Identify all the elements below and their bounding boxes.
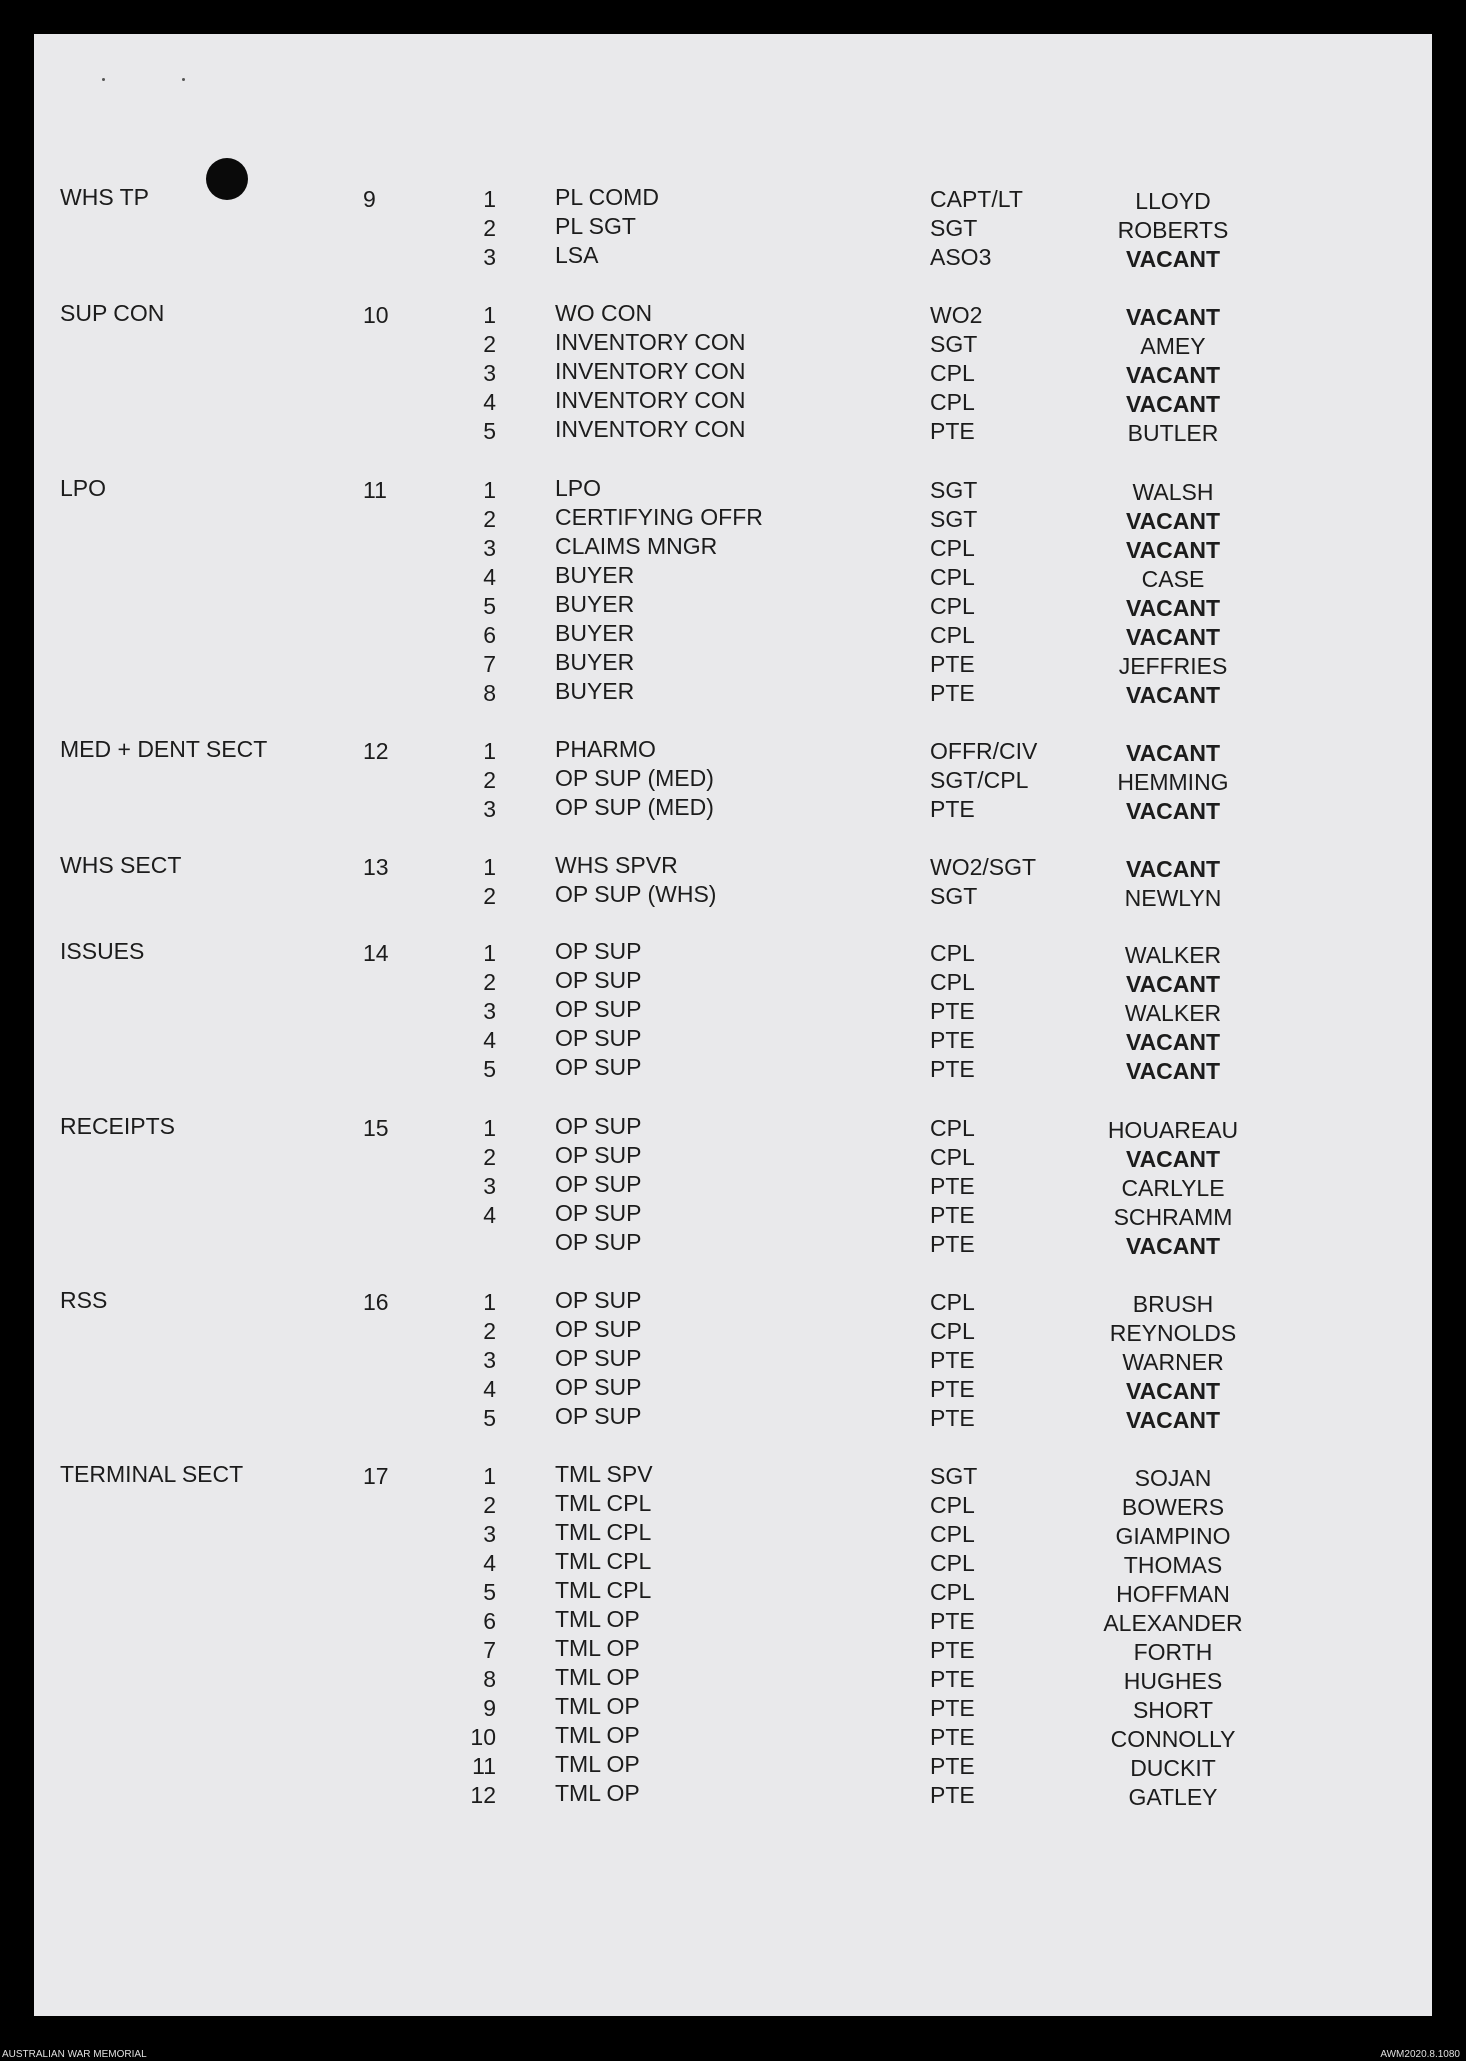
row-name: ALEXANDER (1103, 1610, 1243, 1636)
row-number: 3 (483, 535, 496, 561)
row-name: WALKER (1124, 942, 1222, 968)
row-number: 5 (483, 593, 496, 619)
row-name: VACANT (1125, 1058, 1221, 1084)
row-role: OP SUP (555, 1229, 642, 1255)
row-name: VACANT (1125, 971, 1221, 997)
footer (0, 2048, 1466, 2061)
row-rank: PTE (930, 1753, 975, 1779)
row-role: OP SUP (555, 938, 642, 964)
section-title: TERMINAL SECT (60, 1461, 244, 1487)
row-number: 3 (483, 796, 496, 822)
row-number: 10 (470, 1724, 496, 1750)
row-number: 1 (483, 854, 496, 880)
row-role: WHS SPVR (555, 852, 678, 878)
row-rank: CPL (930, 1318, 975, 1344)
row-number: 5 (483, 1579, 496, 1605)
row-rank: CPL (930, 1492, 975, 1518)
section-number: 15 (363, 1115, 389, 1141)
row-name: WARNER (1122, 1349, 1224, 1375)
speck (182, 78, 185, 81)
section-title: ISSUES (60, 938, 145, 964)
footer-left: AUSTRALIAN WAR MEMORIAL (2, 2049, 147, 2060)
row-name: VACANT (1125, 856, 1221, 882)
row-number: 2 (483, 331, 496, 357)
row-rank: WO2 (930, 302, 983, 328)
row-role: BUYER (555, 591, 635, 617)
row-role: TML CPL (555, 1490, 652, 1516)
row-rank: CPL (930, 1521, 975, 1547)
row-name: VACANT (1125, 1378, 1221, 1404)
section-number: 17 (363, 1463, 389, 1489)
row-name: REYNOLDS (1109, 1320, 1237, 1346)
speck (102, 78, 105, 81)
row-name: BRUSH (1132, 1291, 1214, 1317)
row-role: INVENTORY CON (555, 358, 746, 384)
row-name: VACANT (1125, 798, 1221, 824)
section-number: 10 (363, 302, 389, 328)
row-role: OP SUP (MED) (555, 765, 714, 791)
row-name: SCHRAMM (1113, 1204, 1233, 1230)
row-rank: CPL (930, 940, 975, 966)
row-role: OP SUP (MED) (555, 794, 714, 820)
row-role: TML OP (555, 1722, 640, 1748)
footer-right: AWM2020.8.1080 (1380, 2049, 1460, 2060)
row-rank: PTE (930, 651, 975, 677)
row-role: OP SUP (555, 1200, 642, 1226)
row-role: TML OP (555, 1693, 640, 1719)
row-number: 5 (483, 418, 496, 444)
row-rank: SGT (930, 331, 978, 357)
row-rank: CPL (930, 360, 975, 386)
row-number: 4 (483, 1202, 496, 1228)
row-role: OP SUP (555, 1025, 642, 1051)
row-name: BOWERS (1121, 1494, 1225, 1520)
row-rank: PTE (930, 1231, 975, 1257)
row-number: 1 (483, 940, 496, 966)
row-name: NEWLYN (1124, 885, 1222, 911)
row-role: OP SUP (555, 967, 642, 993)
row-rank: CPL (930, 564, 975, 590)
row-rank: PTE (930, 1608, 975, 1634)
row-role: PL COMD (555, 184, 659, 210)
row-number: 3 (483, 998, 496, 1024)
row-name: VACANT (1125, 508, 1221, 534)
document-page (34, 34, 1432, 2016)
row-rank: CPL (930, 389, 975, 415)
row-rank: CPL (930, 1144, 975, 1170)
row-number: 2 (483, 1318, 496, 1344)
row-name: VACANT (1125, 595, 1221, 621)
row-role: OP SUP (555, 1403, 642, 1429)
row-role: WO CON (555, 300, 653, 326)
punch-hole (206, 158, 248, 200)
row-role: BUYER (555, 678, 635, 704)
section-title: RSS (60, 1287, 108, 1313)
section-number: 16 (363, 1289, 389, 1315)
row-name: WALKER (1124, 1000, 1222, 1026)
row-number: 8 (483, 680, 496, 706)
row-name: ROBERTS (1117, 217, 1229, 243)
row-number: 1 (483, 738, 496, 764)
row-role: BUYER (555, 562, 635, 588)
row-name: THOMAS (1123, 1552, 1223, 1578)
section-title: MED + DENT SECT (60, 736, 268, 762)
row-role: TML CPL (555, 1577, 652, 1603)
row-number: 1 (483, 477, 496, 503)
row-number: 6 (483, 622, 496, 648)
row-name: VACANT (1125, 304, 1221, 330)
row-rank: PTE (930, 1347, 975, 1373)
row-number: 3 (483, 1347, 496, 1373)
row-rank: PTE (930, 1405, 975, 1431)
row-role: BUYER (555, 649, 635, 675)
row-role: TML OP (555, 1664, 640, 1690)
row-role: INVENTORY CON (555, 416, 746, 442)
row-name: HOFFMAN (1116, 1581, 1230, 1607)
row-name: SHORT (1132, 1697, 1214, 1723)
row-name: VACANT (1125, 391, 1221, 417)
section-number: 12 (363, 738, 389, 764)
row-name: HOUAREAU (1107, 1117, 1239, 1143)
row-rank: ASO3 (930, 244, 992, 270)
row-name: VACANT (1125, 1029, 1221, 1055)
row-name: GIAMPINO (1115, 1523, 1231, 1549)
row-number: 7 (483, 1637, 496, 1663)
row-number: 2 (483, 1144, 496, 1170)
row-rank: PTE (930, 1695, 975, 1721)
row-role: OP SUP (WHS) (555, 881, 717, 907)
row-role: INVENTORY CON (555, 387, 746, 413)
row-number: 5 (483, 1056, 496, 1082)
row-role: PL SGT (555, 213, 636, 239)
row-role: TML OP (555, 1606, 640, 1632)
row-role: CLAIMS MNGR (555, 533, 718, 559)
row-number: 2 (483, 767, 496, 793)
section-number: 13 (363, 854, 389, 880)
row-rank: SGT (930, 215, 978, 241)
row-number: 2 (483, 883, 496, 909)
row-number: 2 (483, 215, 496, 241)
row-role: OP SUP (555, 1316, 642, 1342)
row-name: VACANT (1125, 740, 1221, 766)
row-rank: SGT (930, 883, 978, 909)
row-rank: PTE (930, 1637, 975, 1663)
row-number: 8 (483, 1666, 496, 1692)
row-name: VACANT (1125, 1407, 1221, 1433)
row-name: LLOYD (1135, 188, 1211, 214)
row-role: OP SUP (555, 1113, 642, 1139)
row-number: 4 (483, 1376, 496, 1402)
row-number: 3 (483, 360, 496, 386)
row-name: CONNOLLY (1110, 1726, 1236, 1752)
row-rank: PTE (930, 998, 975, 1024)
row-rank: CPL (930, 535, 975, 561)
row-number: 4 (483, 564, 496, 590)
row-number: 4 (483, 389, 496, 415)
row-rank: PTE (930, 1027, 975, 1053)
row-name: HUGHES (1123, 1668, 1223, 1694)
row-rank: PTE (930, 1202, 975, 1228)
row-number: 11 (472, 1753, 496, 1779)
row-name: VACANT (1125, 246, 1221, 272)
row-rank: PTE (930, 1376, 975, 1402)
row-rank: CPL (930, 1550, 975, 1576)
row-number: 7 (483, 651, 496, 677)
row-number: 1 (483, 186, 496, 212)
row-role: BUYER (555, 620, 635, 646)
section-number: 9 (363, 186, 376, 212)
row-role: TML OP (555, 1780, 640, 1806)
row-rank: PTE (930, 1173, 975, 1199)
row-role: TML OP (555, 1751, 640, 1777)
row-role: OP SUP (555, 1171, 642, 1197)
row-rank: PTE (930, 680, 975, 706)
row-number: 3 (483, 1173, 496, 1199)
section-title: SUP CON (60, 300, 165, 326)
row-number: 1 (483, 1463, 496, 1489)
row-name: SOJAN (1134, 1465, 1212, 1491)
row-name: VACANT (1125, 1146, 1221, 1172)
row-role: LPO (555, 475, 602, 501)
row-rank: PTE (930, 1724, 975, 1750)
row-role: TML OP (555, 1635, 640, 1661)
row-name: JEFFRIES (1118, 653, 1228, 679)
row-number: 5 (483, 1405, 496, 1431)
row-name: VACANT (1125, 624, 1221, 650)
row-rank: CPL (930, 1579, 975, 1605)
row-number: 2 (483, 969, 496, 995)
row-role: TML CPL (555, 1519, 652, 1545)
row-rank: CPL (930, 622, 975, 648)
section-title: WHS TP (60, 184, 150, 210)
row-rank: CPL (930, 1289, 975, 1315)
row-rank: SGT/CPL (930, 767, 1029, 793)
row-role: INVENTORY CON (555, 329, 746, 355)
section-title: LPO (60, 475, 107, 501)
row-name: CARLYLE (1121, 1175, 1225, 1201)
row-number: 4 (483, 1027, 496, 1053)
row-number: 3 (483, 244, 496, 270)
row-number: 3 (483, 1521, 496, 1547)
row-number: 4 (483, 1550, 496, 1576)
row-role: PHARMO (555, 736, 656, 762)
row-role: TML SPV (555, 1461, 653, 1487)
row-number: 1 (483, 1289, 496, 1315)
row-name: BUTLER (1127, 420, 1219, 446)
row-name: VACANT (1125, 1233, 1221, 1259)
row-name: CASE (1141, 566, 1205, 592)
row-role: OP SUP (555, 1054, 642, 1080)
row-number: 12 (470, 1782, 496, 1808)
row-rank: PTE (930, 1666, 975, 1692)
row-role: OP SUP (555, 996, 642, 1022)
row-rank: CPL (930, 1115, 975, 1141)
row-role: OP SUP (555, 1287, 642, 1313)
section-title: WHS SECT (60, 852, 182, 878)
row-rank: CPL (930, 593, 975, 619)
row-number: 6 (483, 1608, 496, 1634)
row-rank: CPL (930, 969, 975, 995)
row-role: OP SUP (555, 1345, 642, 1371)
row-number: 2 (483, 506, 496, 532)
row-name: GATLEY (1128, 1784, 1218, 1810)
row-rank: SGT (930, 1463, 978, 1489)
row-rank: OFFR/CIV (930, 738, 1038, 764)
row-number: 9 (483, 1695, 496, 1721)
row-rank: SGT (930, 477, 978, 503)
row-name: HEMMING (1117, 769, 1229, 795)
row-number: 1 (483, 1115, 496, 1141)
row-name: AMEY (1140, 333, 1206, 359)
row-name: VACANT (1125, 362, 1221, 388)
section-number: 14 (363, 940, 389, 966)
row-rank: WO2/SGT (930, 854, 1037, 880)
row-role: TML CPL (555, 1548, 652, 1574)
row-name: VACANT (1125, 537, 1221, 563)
row-name: VACANT (1125, 682, 1221, 708)
row-rank: PTE (930, 1056, 975, 1082)
row-role: CERTIFYING OFFR (555, 504, 763, 530)
section-title: RECEIPTS (60, 1113, 176, 1139)
row-name: FORTH (1133, 1639, 1213, 1665)
row-name: WALSH (1132, 479, 1214, 505)
row-role: OP SUP (555, 1142, 642, 1168)
row-rank: PTE (930, 796, 975, 822)
row-role: OP SUP (555, 1374, 642, 1400)
row-number: 2 (483, 1492, 496, 1518)
row-rank: SGT (930, 506, 978, 532)
section-number: 11 (363, 477, 387, 503)
row-name: DUCKIT (1130, 1755, 1216, 1781)
row-role: LSA (555, 242, 599, 268)
row-rank: PTE (930, 1782, 975, 1808)
row-rank: CAPT/LT (930, 186, 1023, 212)
row-number: 1 (483, 302, 496, 328)
row-rank: PTE (930, 418, 975, 444)
